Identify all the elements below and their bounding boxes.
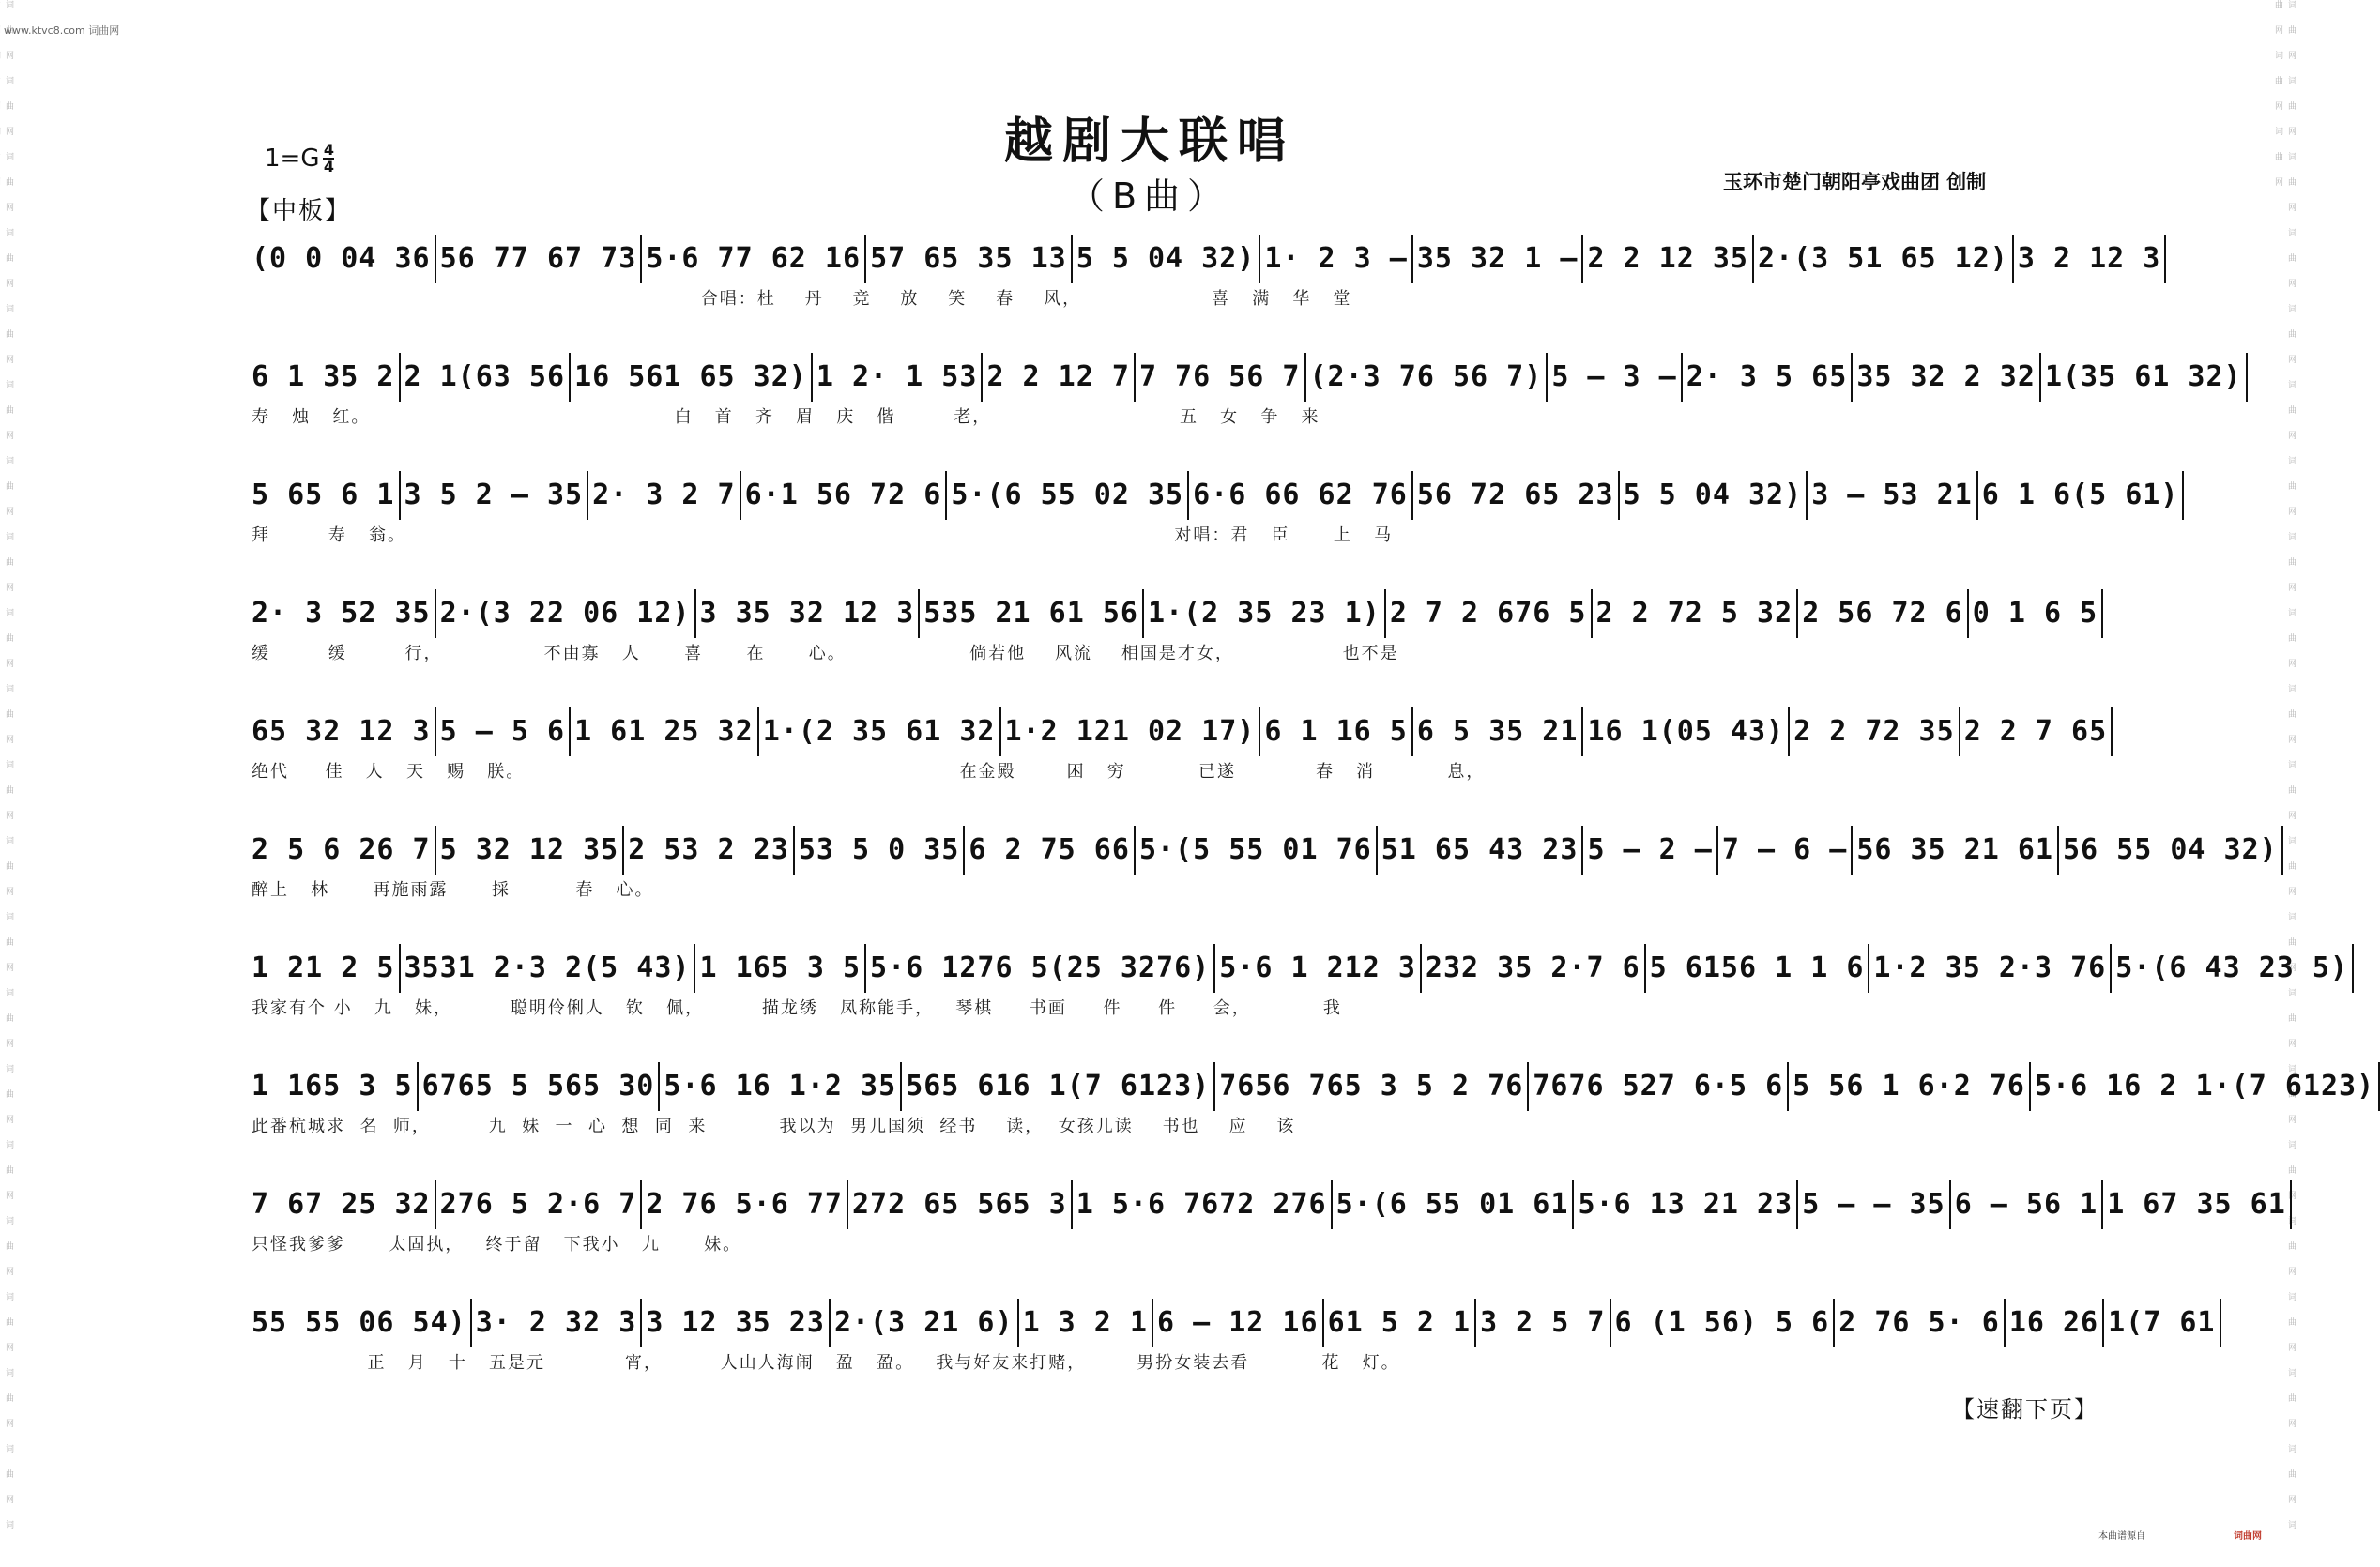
next-page-note: 【速翻下页】 (1952, 1396, 2098, 1422)
measure: 1 165 3 5 (248, 1062, 419, 1111)
measure: 1(7 61 (2104, 1299, 2220, 1347)
measure: 232 35 2·7 6 (1422, 944, 1646, 993)
lyric-line: 正 月 十 五是元 宵， 人山人海闹 盈 盈。 我与好友来打赌， 男扮女装去看 花 灯。 (252, 1353, 1400, 1373)
notation-line (248, 469, 2179, 522)
measure: 16 1(05 43) (1583, 707, 1790, 756)
measure: 3 35 32 12 3 (696, 589, 921, 638)
measure: (0 0 04 36 (248, 235, 436, 283)
measure: 2 5 6 26 7 (248, 826, 436, 875)
notation-line (248, 351, 2242, 403)
measure: 6 1 16 5 (1260, 707, 1413, 756)
measure: 6 5 35 21 (1413, 707, 1584, 756)
measure: 5 – – 35 (1798, 1180, 1951, 1229)
measure: 3 – 53 21 (1808, 471, 1978, 520)
page-subtitle: （B曲） (1068, 175, 1231, 217)
measure: 2 7 2 676 5 (1386, 589, 1593, 638)
measure: 7656 765 3 5 2 76 (1215, 1062, 1529, 1111)
measure: 2 53 2 23 (624, 826, 795, 875)
measure: 2· 3 2 7 (588, 471, 741, 520)
measure: 5·6 16 2 1·(7 6123) (2031, 1062, 2380, 1111)
footer-source-label: 本曲谱源自 (2098, 1531, 2145, 1542)
measure: 3· 2 32 3 (472, 1299, 643, 1347)
measure: 5 32 12 35 (436, 826, 625, 875)
measure: 1 2· 1 53 (813, 353, 984, 402)
score-system (248, 1297, 2216, 1377)
measure: 2·(3 22 06 12) (436, 589, 696, 638)
measure: 2·(3 21 6) (831, 1299, 1019, 1347)
measure: 3531 2·3 2(5 43) (401, 944, 696, 993)
time-sig-top: 4 (323, 141, 335, 159)
measure: 1 21 2 5 (248, 944, 401, 993)
score-system (248, 587, 2098, 668)
lyric-line: 合唱：杜 丹 竞 放 笑 春 风， 喜 满 华 堂 (252, 289, 1352, 309)
key-text: 1=G (265, 145, 320, 173)
measure: 5 5 04 32) (1073, 235, 1261, 283)
measure: 5·6 16 1·2 35 (660, 1062, 902, 1111)
measure: 2· 3 5 65 (1683, 353, 1854, 402)
notation-line (248, 824, 2278, 876)
measure: 1 67 35 61 (2103, 1180, 2292, 1229)
measure: 5·6 13 21 23 (1574, 1180, 1798, 1229)
page-title: 越剧大联唱 (1003, 113, 1295, 170)
lyric-line: 寿 烛 红。 白 首 齐 眉 庆 偕 老， 五 女 争 来 (252, 407, 1320, 427)
measure: 3 2 12 3 (2014, 235, 2167, 283)
measure: 7676 527 6·5 6 (1529, 1062, 1789, 1111)
lyric-line: 只怪我爹爹 太固执， 终于留 下我小 九 妹。 (252, 1235, 742, 1255)
measure: 276 5 2·6 7 (436, 1180, 643, 1229)
notation-line (248, 942, 2349, 995)
tempo-marking: 【中板】 (246, 197, 352, 225)
measure: 6 (1 56) 5 6 (1611, 1299, 1836, 1347)
measure: 16 561 65 32) (571, 353, 813, 402)
measure: 1 5·6 7672 276 (1073, 1180, 1333, 1229)
measure: 56 77 67 73 (436, 235, 643, 283)
measure: 5 5 04 32) (1620, 471, 1808, 520)
measure: 5 – 2 – (1583, 826, 1717, 875)
measure: 5·6 77 62 16 (642, 235, 866, 283)
measure: 6·1 56 72 6 (741, 471, 948, 520)
measure: 65 32 12 3 (248, 707, 436, 756)
measure: 53 5 0 35 (795, 826, 966, 875)
measure: 55 55 06 54) (248, 1299, 472, 1347)
measure: 5 – 3 – (1548, 353, 1682, 402)
measure: 56 35 21 61 (1853, 826, 2059, 875)
score-system (248, 824, 2278, 905)
measure: 7 76 56 7 (1136, 353, 1306, 402)
lyric-line: 绝代 佳 人 天 赐 朕。 在金殿 困 穷 已遂 春 消 息， (252, 762, 1486, 782)
measure: 35 32 2 32 (1853, 353, 2041, 402)
measure: 2 2 72 5 32 (1593, 589, 1799, 638)
measure: 2· 3 52 35 (248, 589, 436, 638)
notation-line (248, 706, 2108, 758)
measure: 1·(2 35 23 1) (1144, 589, 1386, 638)
measure: 2 2 72 35 (1790, 707, 1960, 756)
measure: 5 56 1 6·2 76 (1789, 1062, 2031, 1111)
measure: 57 65 35 13 (866, 235, 1073, 283)
measure: 2 1(63 56 (401, 353, 572, 402)
measure: 1 61 25 32 (571, 707, 759, 756)
author-credit: 玉环市楚门朝阳亭戏曲团 创制 (1723, 171, 1987, 193)
measure: 1·(2 35 61 32 (759, 707, 1001, 756)
site-url[interactable]: www.ktvc8.com 词曲网 (4, 24, 120, 37)
measure: 535 21 61 56 (920, 589, 1144, 638)
watermark-right: 词曲网词曲网词曲网词曲网词曲网词曲网词曲网词曲网词曲网词曲网词曲网词曲网词曲网词曲网词曲网词曲网词曲网词曲网词曲网词曲网词曲网词曲网词曲网 (2273, 0, 2296, 1545)
measure: 2 2 12 35 (1583, 235, 1754, 283)
measure: 5·(6 43 23 5) (2112, 944, 2354, 993)
lyric-line: 我家有个 小 九 妹， 聪明伶俐人 钦 佩， 描龙绣 凤称能手， 琴棋 书画 件 件 会， 我 (252, 998, 1342, 1018)
measure: 1 165 3 5 (695, 944, 866, 993)
score-system (248, 233, 2161, 313)
measure: 16 26 (2006, 1299, 2104, 1347)
measure: 3 5 2 – 35 (401, 471, 589, 520)
measure: 6 1 6(5 61) (1978, 471, 2185, 520)
measure: 0 1 6 5 (1969, 589, 2103, 638)
measure: 565 616 1(7 6123) (902, 1062, 1215, 1111)
measure: 5 6156 1 1 6 (1646, 944, 1870, 993)
measure: 2 76 5·6 77 (642, 1180, 848, 1229)
measure: 1·2 35 2·3 76 (1869, 944, 2112, 993)
measure: 1·2 121 02 17) (1001, 707, 1261, 756)
measure: 6·6 66 62 76 (1189, 471, 1413, 520)
score-system (248, 469, 2179, 550)
measure: 61 5 2 1 (1324, 1299, 1477, 1347)
measure: 6 1 35 2 (248, 353, 401, 402)
score-system (248, 1060, 2375, 1141)
measure: 35 32 1 – (1413, 235, 1584, 283)
notation-line (248, 587, 2098, 640)
watermark-left: 词曲网词曲网词曲网词曲网词曲网词曲网词曲网词曲网词曲网词曲网词曲网词曲网词曲网词曲网词曲网词曲网词曲网词曲网词曲网词曲网词 (4, 0, 13, 1545)
measure: 272 65 565 3 (848, 1180, 1073, 1229)
measure: 7 – 6 – (1718, 826, 1853, 875)
measure: 5 65 6 1 (248, 471, 401, 520)
measure: 1(35 61 32) (2041, 353, 2248, 402)
lyric-line: 此番杭城求 名 师， 九 妹 一 心 想 同 来 我以为 男儿国须 经书 读， 女孩儿读 书也 应 该 (252, 1117, 1296, 1136)
footer-brand[interactable]: 词曲网 (2234, 1531, 2262, 1542)
measure: 2 2 12 7 (983, 353, 1136, 402)
measure: 6765 5 565 30 (419, 1062, 661, 1111)
measure: 1· 2 3 – (1260, 235, 1413, 283)
lyric-line: 缓 缓 行， 不由寡 人 喜 在 心。 倘若他 风流 相国是才女， 也不是 (252, 644, 1399, 663)
measure: 5·(5 55 01 76 (1136, 826, 1378, 875)
lyric-line: 醉上 林 再施雨露 採 春 心。 (252, 880, 654, 900)
measure: 51 65 43 23 (1378, 826, 1584, 875)
measure: 56 55 04 32) (2059, 826, 2283, 875)
lyric-line: 拜 寿 翁。 对唱：君 臣 上 马 (252, 525, 1394, 545)
time-sig-bottom: 4 (323, 158, 335, 175)
measure: 2 2 7 65 (1960, 707, 2113, 756)
score-system (248, 706, 2108, 786)
measure: 5·(6 55 01 61 (1333, 1180, 1575, 1229)
measure: 3 12 35 23 (642, 1299, 831, 1347)
score-system (248, 351, 2242, 432)
notation-line (248, 1297, 2216, 1349)
measure: 6 – 12 16 (1153, 1299, 1324, 1347)
measure: 6 – 56 1 (1951, 1180, 2104, 1229)
measure: 3 2 5 7 (1476, 1299, 1610, 1347)
measure: 1 3 2 1 (1019, 1299, 1153, 1347)
measure: 2·(3 51 65 12) (1754, 235, 2014, 283)
measure: 56 72 65 23 (1413, 471, 1620, 520)
score-system (248, 1179, 2286, 1259)
measure: 5·6 1 212 3 (1215, 944, 1422, 993)
measure: 5·6 1276 5(25 3276) (866, 944, 1215, 993)
measure: 5·(6 55 02 35 (947, 471, 1189, 520)
measure: (2·3 76 56 7) (1306, 353, 1549, 402)
measure: 5 – 5 6 (436, 707, 571, 756)
measure: 7 67 25 32 (248, 1180, 436, 1229)
measure: 2 56 72 6 (1798, 589, 1969, 638)
measure: 6 2 75 66 (965, 826, 1136, 875)
notation-line (248, 233, 2161, 285)
notation-line (248, 1179, 2286, 1231)
notation-line (248, 1060, 2375, 1113)
measure: 2 76 5· 6 (1835, 1299, 2006, 1347)
score-system (248, 942, 2349, 1023)
